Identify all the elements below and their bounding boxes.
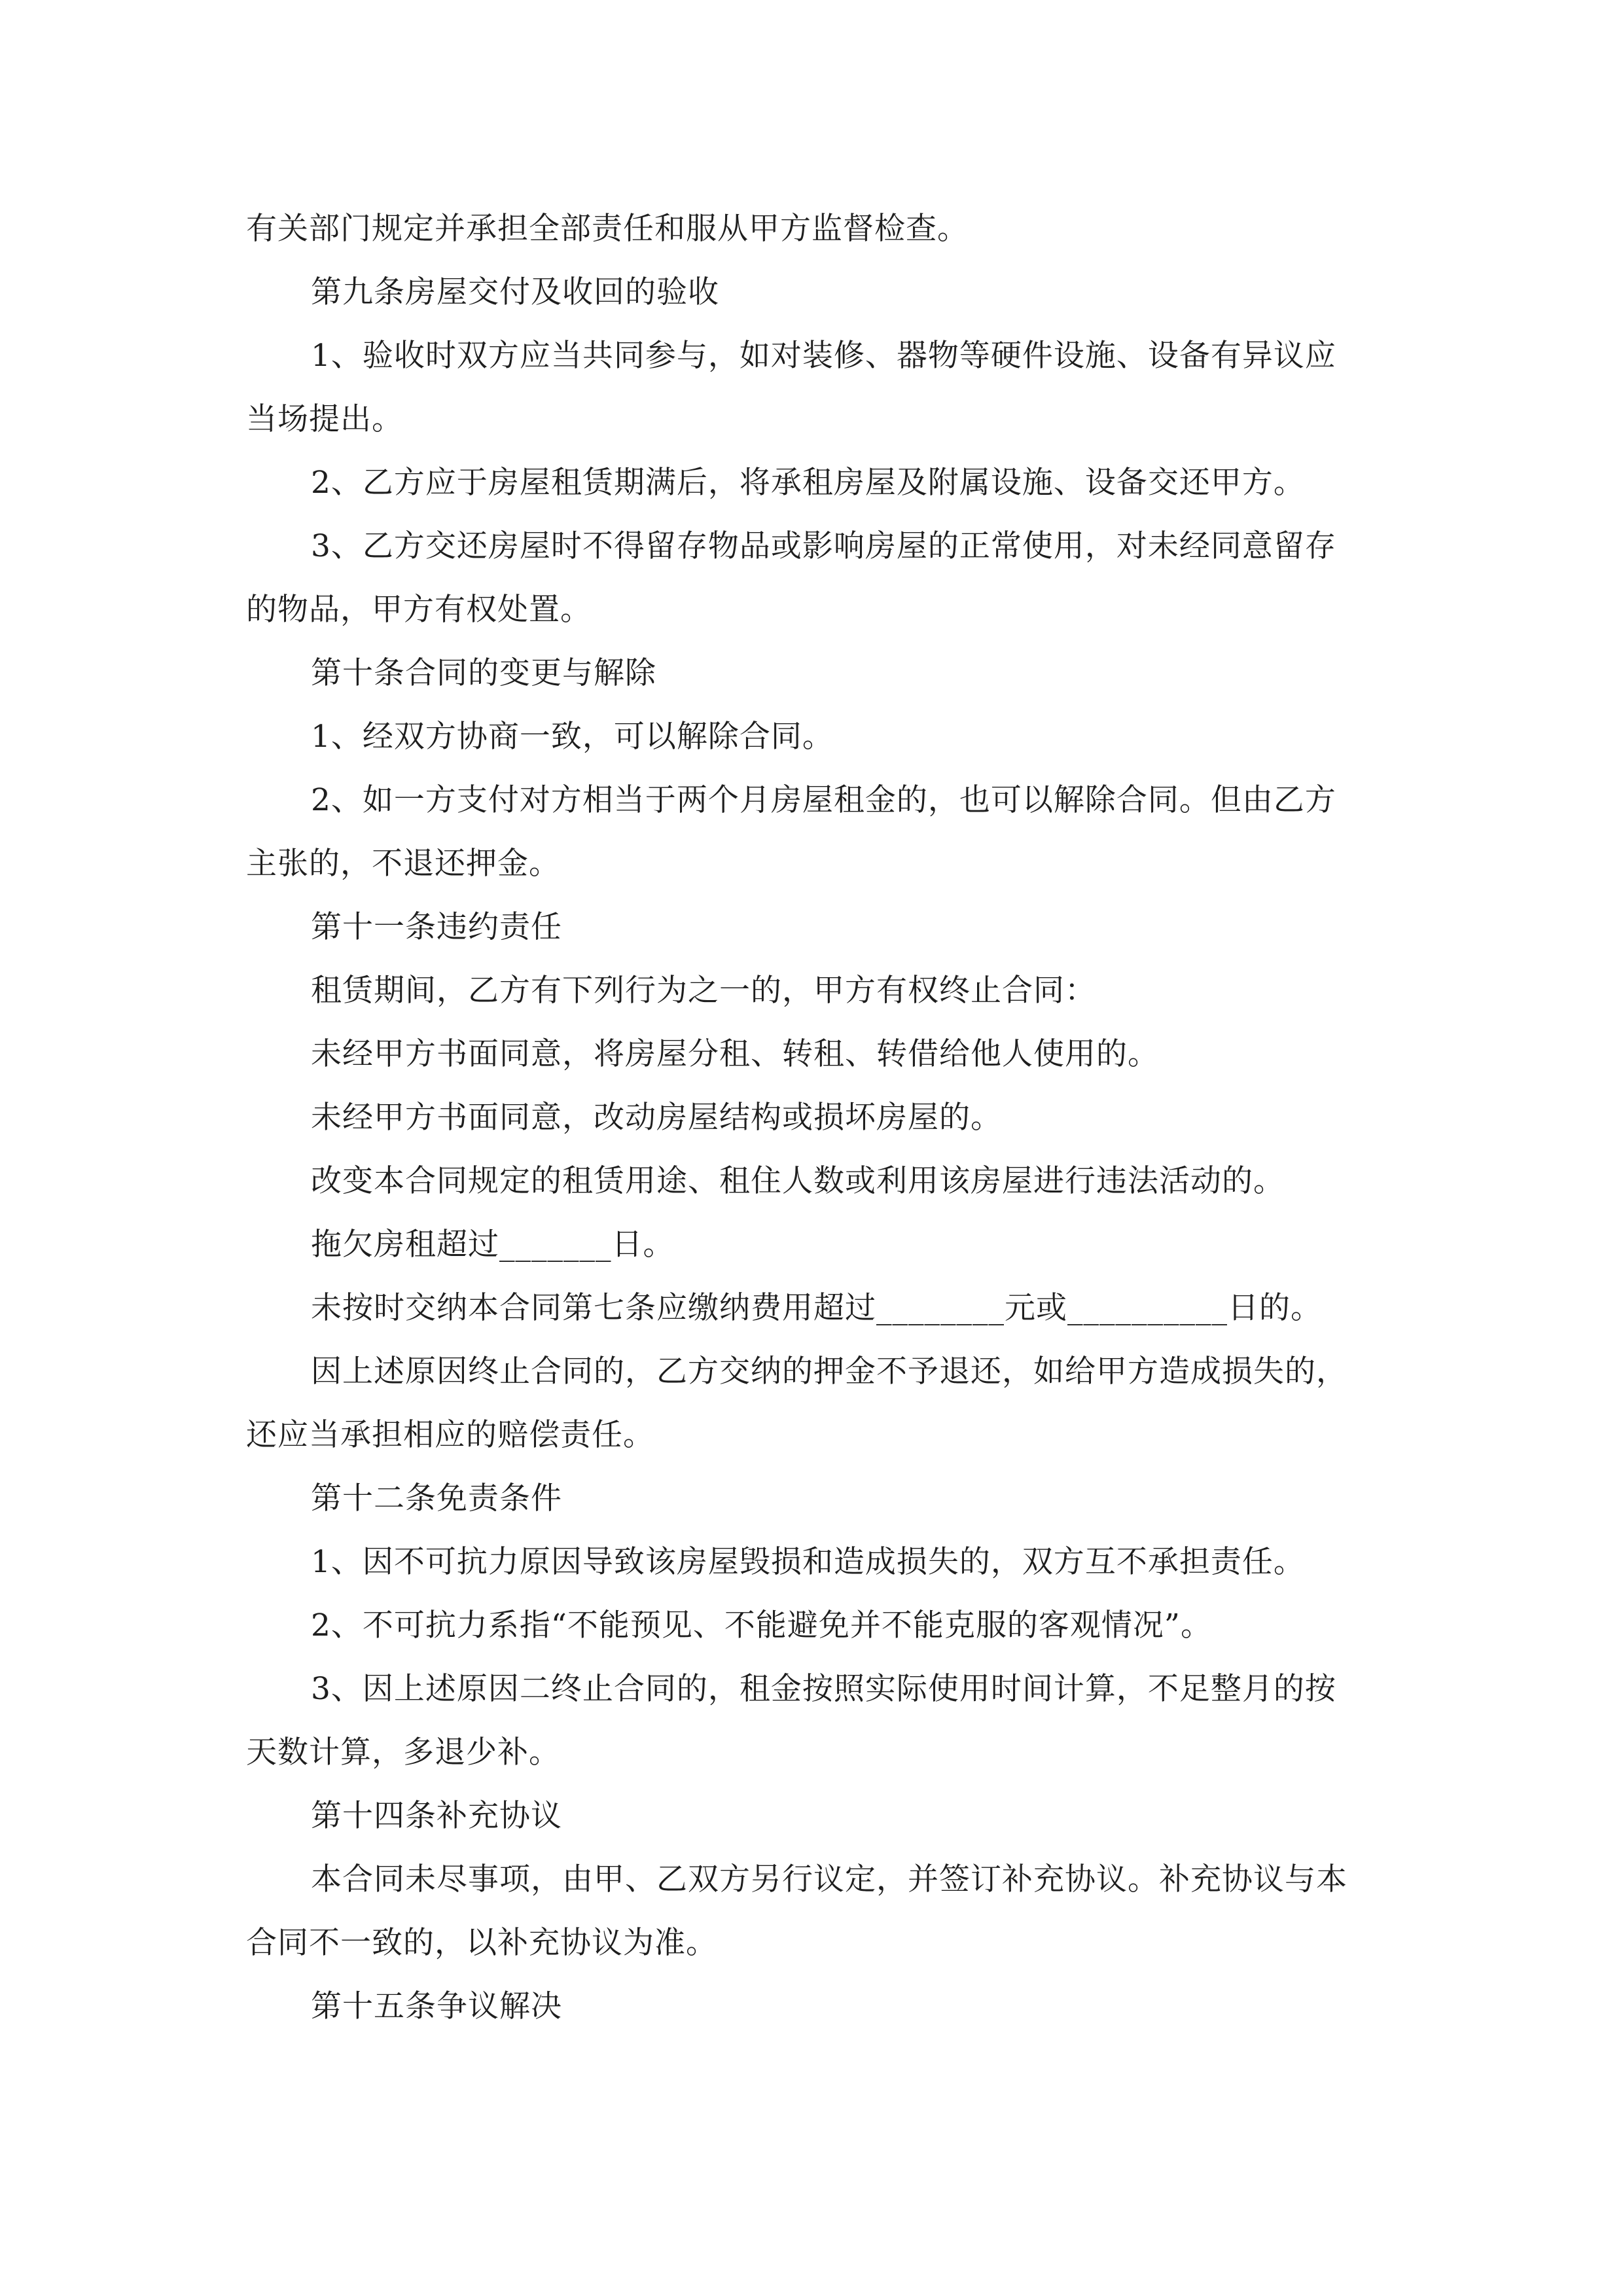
text-line: 2、如一方支付对方相当于两个月房屋租金的，也可以解除合同。但由乙方: [311, 782, 1336, 818]
section-heading: 第十二条免责条件: [311, 1480, 562, 1516]
section-heading: 第十一条违约责任: [311, 909, 562, 945]
text-line: 天数计算，多退少补。: [246, 1734, 560, 1770]
section-heading: 第十条合同的变更与解除: [311, 655, 656, 691]
text-line: 未经甲方书面同意，将房屋分租、转租、转借给他人使用的。: [311, 1036, 1159, 1072]
text-line: 拖欠房租超过_______日。: [311, 1227, 675, 1263]
text-line: 未按时交纳本合同第七条应缴纳费用超过________元或__________日的。: [311, 1290, 1322, 1326]
text-line: 3、因上述原因二终止合同的，租金按照实际使用时间计算，不足整月的按: [311, 1671, 1336, 1707]
text-line: 的物品，甲方有权处置。: [246, 592, 592, 628]
text-line: 有关部门规定并承担全部责任和服从甲方监督检查。: [246, 211, 969, 247]
text-line: 主张的，不退还押金。: [246, 846, 560, 882]
text-line: 2、不可抗力系指“不能预见、不能避免并不能克服的客观情况”。: [311, 1607, 1212, 1643]
text-line: 1、因不可抗力原因导致该房屋毁损和造成损失的，双方互不承担责任。: [311, 1544, 1305, 1580]
section-heading: 第十四条补充协议: [311, 1798, 562, 1834]
text-line: 2、乙方应于房屋租赁期满后，将承租房屋及附属设施、设备交还甲方。: [311, 465, 1305, 501]
text-line: 改变本合同规定的租赁用途、租住人数或利用该房屋进行违法活动的。: [311, 1163, 1285, 1199]
text-line: 租赁期间，乙方有下列行为之一的，甲方有权终止合同：: [311, 973, 1096, 1009]
text-line: 本合同未尽事项，由甲、乙双方另行议定，并签订补充协议。补充协议与本: [311, 1861, 1347, 1897]
text-line: 未经甲方书面同意，改动房屋结构或损坏房屋的。: [311, 1100, 1002, 1136]
text-line: 1、验收时双方应当共同参与，如对装修、器物等硬件设施、设备有异议应: [311, 338, 1336, 374]
text-line: 当场提出。: [246, 401, 403, 437]
text-line: 因上述原因终止合同的，乙方交纳的押金不予退还，如给甲方造成损失的，: [311, 1354, 1347, 1390]
text-line: 1、经双方协商一致，可以解除合同。: [311, 719, 834, 755]
text-line: 3、乙方交还房屋时不得留存物品或影响房屋的正常使用，对未经同意留存: [311, 528, 1336, 564]
section-heading: 第九条房屋交付及收回的验收: [311, 274, 719, 310]
text-line: 还应当承担相应的赔偿责任。: [246, 1417, 654, 1453]
text-line: 合同不一致的，以补充协议为准。: [246, 1925, 717, 1961]
section-heading: 第十五条争议解决: [311, 1988, 562, 2024]
